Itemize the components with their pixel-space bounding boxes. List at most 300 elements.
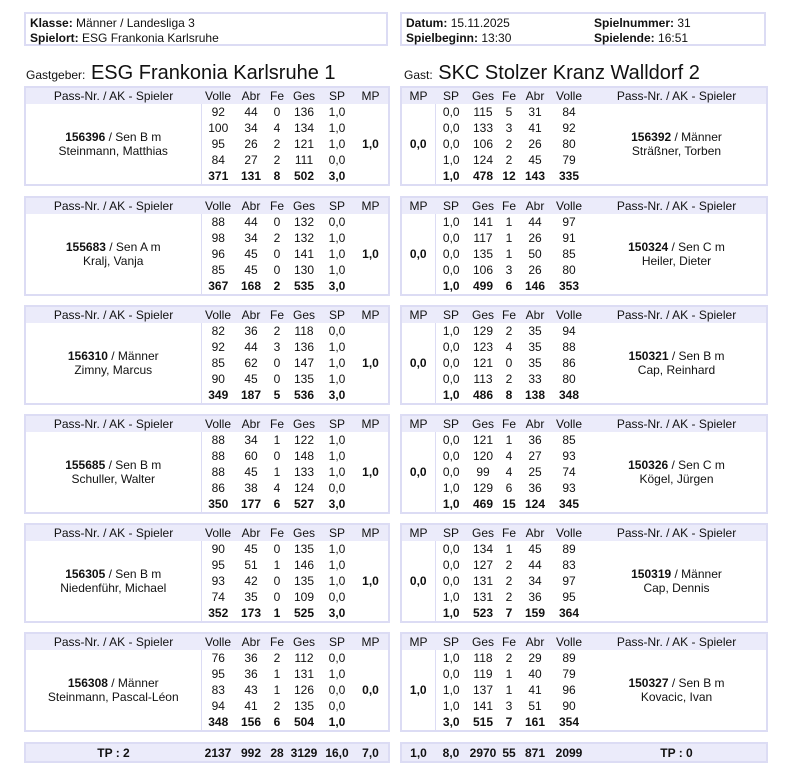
header-sp: SP bbox=[435, 306, 467, 323]
header-ges: Ges bbox=[287, 197, 321, 214]
fe: 1 bbox=[273, 667, 281, 681]
volle: 74 bbox=[562, 465, 576, 479]
header-volle: Volle bbox=[551, 524, 587, 541]
match-points: 0,0 bbox=[409, 465, 427, 479]
fe: 3 bbox=[505, 699, 513, 713]
lane-row bbox=[401, 323, 767, 339]
fe: 1 bbox=[505, 247, 513, 261]
header-player: Pass-Nr. / AK - Spieler bbox=[25, 87, 201, 104]
spielbeginn-value: 13:30 bbox=[481, 31, 512, 45]
abr: 50 bbox=[528, 247, 542, 261]
sp: 0,0 bbox=[328, 651, 346, 665]
fe: 2 bbox=[273, 651, 281, 665]
klasse-value: Männer / Landesliga 3 bbox=[76, 16, 195, 30]
abr: 138 bbox=[524, 388, 546, 402]
header-sp: SP bbox=[321, 524, 353, 541]
volle: 80 bbox=[562, 263, 576, 277]
abr: 26 bbox=[528, 137, 542, 151]
abr: 27 bbox=[528, 449, 542, 463]
lane-row bbox=[25, 214, 389, 230]
volle: 82 bbox=[201, 323, 235, 339]
abr: 44 bbox=[244, 215, 258, 229]
ges: 106 bbox=[472, 263, 494, 277]
volle: 94 bbox=[562, 324, 576, 338]
volle: 92 bbox=[562, 121, 576, 135]
fe: 2 bbox=[505, 153, 513, 167]
header-fe: Fe bbox=[499, 197, 519, 214]
match-points: 1,0 bbox=[362, 356, 379, 370]
fe: 0 bbox=[273, 542, 281, 556]
player-name: Cap, Dennis bbox=[643, 581, 710, 595]
abr: 36 bbox=[528, 433, 542, 447]
volle: 92 bbox=[201, 339, 235, 355]
abr: 45 bbox=[244, 263, 258, 277]
player-name: Schuller, Walter bbox=[71, 472, 156, 486]
fe: 2 bbox=[505, 324, 513, 338]
header-fe: Fe bbox=[267, 87, 287, 104]
fe: 0 bbox=[273, 574, 281, 588]
sp: 1,0 bbox=[328, 231, 346, 245]
ges: 137 bbox=[472, 683, 494, 697]
abr: 26 bbox=[244, 137, 258, 151]
abr: 36 bbox=[244, 651, 258, 665]
ges: 535 bbox=[293, 279, 315, 293]
abr: 42 bbox=[244, 574, 258, 588]
abr: 51 bbox=[528, 699, 542, 713]
pass-number: 150327 bbox=[628, 676, 669, 690]
sp: 1,0 bbox=[435, 387, 467, 404]
sp: 0,0 bbox=[435, 666, 467, 682]
volle: 91 bbox=[562, 231, 576, 245]
volle: 90 bbox=[562, 699, 576, 713]
abr: 124 bbox=[524, 497, 546, 511]
fe: 3 bbox=[505, 263, 513, 277]
volle: 95 bbox=[201, 666, 235, 682]
header-volle: Volle bbox=[201, 306, 235, 323]
volle: 367 bbox=[201, 278, 235, 295]
guest-player-table bbox=[400, 305, 768, 405]
pass-number: 156392 bbox=[631, 130, 672, 144]
abr: 45 bbox=[244, 465, 258, 479]
volle: 353 bbox=[558, 279, 580, 293]
abr: 26 bbox=[528, 263, 542, 277]
guest-player-table bbox=[400, 414, 768, 514]
ges: 527 bbox=[293, 497, 315, 511]
volle: 84 bbox=[562, 105, 576, 119]
abr: 31 bbox=[528, 105, 542, 119]
volle: 100 bbox=[201, 120, 235, 136]
match-points: 1,0 bbox=[409, 683, 427, 697]
ges: 121 bbox=[293, 137, 315, 151]
fe: 4 bbox=[273, 481, 281, 495]
volle: 98 bbox=[201, 230, 235, 246]
fe: 15 bbox=[502, 497, 516, 511]
guest-player-table bbox=[400, 632, 768, 732]
fe: 2 bbox=[273, 153, 281, 167]
abr: 44 bbox=[244, 105, 258, 119]
ges: 106 bbox=[472, 137, 494, 151]
sp: 1,0 bbox=[328, 247, 346, 261]
volle: 95 bbox=[201, 557, 235, 573]
abr: 38 bbox=[244, 481, 258, 495]
ges: 141 bbox=[472, 215, 494, 229]
header-ges: Ges bbox=[287, 306, 321, 323]
header-player: Pass-Nr. / AK - Spieler bbox=[587, 415, 767, 432]
fe: 1 bbox=[273, 683, 281, 697]
fe: 0 bbox=[273, 263, 281, 277]
volle: 79 bbox=[562, 153, 576, 167]
sp: 1,0 bbox=[328, 372, 346, 386]
fe: 4 bbox=[273, 121, 281, 135]
fe: 7 bbox=[505, 606, 513, 620]
header-ges: Ges bbox=[467, 306, 499, 323]
match-class-box bbox=[24, 12, 388, 46]
guest-player-table bbox=[400, 523, 768, 623]
sp: 1,0 bbox=[328, 574, 346, 588]
spielort-value: ESG Frankonia Karlsruhe bbox=[82, 31, 219, 45]
volle: 74 bbox=[201, 589, 235, 605]
lane-row bbox=[25, 541, 389, 557]
header-volle: Volle bbox=[201, 197, 235, 214]
sp: 0,0 bbox=[328, 324, 346, 338]
ges: 130 bbox=[293, 263, 315, 277]
lane-row bbox=[25, 432, 389, 448]
header-abr: Abr bbox=[235, 524, 267, 541]
header-volle: Volle bbox=[201, 415, 235, 432]
abr: 33 bbox=[528, 372, 542, 386]
sp: 1,0 bbox=[328, 667, 346, 681]
header-fe: Fe bbox=[499, 415, 519, 432]
match-points: 0,0 bbox=[409, 356, 427, 370]
volle: 335 bbox=[558, 169, 580, 183]
ges: 486 bbox=[472, 388, 494, 402]
sp: 0,0 bbox=[435, 355, 467, 371]
sp: 1,0 bbox=[435, 168, 467, 185]
abr: 187 bbox=[240, 388, 262, 402]
header-ges: Ges bbox=[467, 197, 499, 214]
abr: 34 bbox=[244, 433, 258, 447]
fe: 5 bbox=[273, 388, 281, 402]
lane-row bbox=[401, 104, 767, 120]
ges: 129 bbox=[472, 324, 494, 338]
age-class: / Männer bbox=[671, 130, 722, 144]
volle: 95 bbox=[562, 590, 576, 604]
abr: 29 bbox=[528, 651, 542, 665]
header-sp: SP bbox=[321, 306, 353, 323]
fe: 2 bbox=[505, 651, 513, 665]
sp: 1,0 bbox=[435, 323, 467, 339]
fe: 2 bbox=[273, 231, 281, 245]
fe: 1 bbox=[505, 231, 513, 245]
fe: 2 bbox=[273, 699, 281, 713]
player-name: Kralj, Vanja bbox=[83, 254, 144, 268]
fe: 6 bbox=[505, 279, 513, 293]
header-ges: Ges bbox=[287, 524, 321, 541]
ges: 499 bbox=[472, 279, 494, 293]
header-abr: Abr bbox=[519, 197, 551, 214]
volle: 371 bbox=[201, 168, 235, 185]
lane-row bbox=[401, 432, 767, 448]
home-player-table bbox=[24, 305, 390, 405]
ges: 124 bbox=[472, 153, 494, 167]
abr: 27 bbox=[244, 153, 258, 167]
header-abr: Abr bbox=[519, 415, 551, 432]
home-team-name: ESG Frankonia Karlsruhe 1 bbox=[90, 62, 336, 84]
header-volle: Volle bbox=[551, 415, 587, 432]
fe: 5 bbox=[505, 105, 513, 119]
abr: 41 bbox=[528, 683, 542, 697]
home-total-mp: 7,0 bbox=[362, 745, 379, 760]
player-name: Cap, Reinhard bbox=[637, 363, 716, 377]
age-class: / Sen C m bbox=[668, 458, 725, 472]
lane-row bbox=[401, 650, 767, 666]
ges: 133 bbox=[293, 465, 315, 479]
abr: 26 bbox=[528, 231, 542, 245]
fe: 0 bbox=[273, 215, 281, 229]
age-class: / Sen B m bbox=[105, 130, 162, 144]
sp: 1,0 bbox=[328, 121, 346, 135]
header-volle: Volle bbox=[551, 633, 587, 650]
volle: 89 bbox=[562, 651, 576, 665]
sp: 0,0 bbox=[435, 120, 467, 136]
ges: 523 bbox=[472, 606, 494, 620]
volle: 364 bbox=[558, 606, 580, 620]
header-player: Pass-Nr. / AK - Spieler bbox=[587, 633, 767, 650]
guest-total-sp: 8,0 bbox=[442, 745, 460, 760]
header-sp: SP bbox=[435, 197, 467, 214]
fe: 6 bbox=[273, 497, 281, 511]
sp: 0,0 bbox=[435, 464, 467, 480]
sp: 0,0 bbox=[435, 246, 467, 262]
abr: 44 bbox=[528, 558, 542, 572]
volle: 348 bbox=[201, 714, 235, 731]
sp: 0,0 bbox=[328, 683, 346, 697]
home-totals bbox=[24, 742, 390, 763]
volle: 76 bbox=[201, 650, 235, 666]
ges: 148 bbox=[293, 449, 315, 463]
sp: 0,0 bbox=[435, 573, 467, 589]
home-player-table bbox=[24, 196, 390, 296]
abr: 40 bbox=[528, 667, 542, 681]
header-volle: Volle bbox=[551, 197, 587, 214]
volle: 86 bbox=[201, 480, 235, 496]
abr: 173 bbox=[240, 606, 262, 620]
ges: 515 bbox=[472, 715, 494, 729]
header-abr: Abr bbox=[519, 524, 551, 541]
header-fe: Fe bbox=[267, 415, 287, 432]
lane-row bbox=[401, 541, 767, 557]
volle: 345 bbox=[558, 497, 580, 511]
volle: 80 bbox=[562, 137, 576, 151]
sp: 1,0 bbox=[435, 682, 467, 698]
ges: 121 bbox=[472, 433, 494, 447]
sp: 1,0 bbox=[435, 152, 467, 168]
fe: 7 bbox=[505, 715, 513, 729]
guest-totals bbox=[400, 742, 768, 763]
ges: 469 bbox=[472, 497, 494, 511]
abr: 156 bbox=[240, 715, 262, 729]
spielbeginn-label: Spielbeginn: bbox=[406, 31, 478, 45]
header-mp: MP bbox=[353, 197, 389, 214]
home-team-label: Gastgeber: bbox=[26, 68, 86, 82]
header-fe: Fe bbox=[267, 633, 287, 650]
header-fe: Fe bbox=[499, 87, 519, 104]
fe: 0 bbox=[273, 449, 281, 463]
header-sp: SP bbox=[435, 633, 467, 650]
volle: 86 bbox=[562, 356, 576, 370]
header-player: Pass-Nr. / AK - Spieler bbox=[25, 633, 201, 650]
fe: 1 bbox=[273, 558, 281, 572]
abr: 60 bbox=[244, 449, 258, 463]
header-fe: Fe bbox=[267, 197, 287, 214]
fe: 4 bbox=[505, 465, 513, 479]
sp: 0,0 bbox=[328, 481, 346, 495]
fe: 1 bbox=[505, 667, 513, 681]
ges: 99 bbox=[476, 465, 490, 479]
header-volle: Volle bbox=[551, 306, 587, 323]
pass-number: 156308 bbox=[67, 676, 108, 690]
fe: 4 bbox=[505, 340, 513, 354]
home-team-title bbox=[26, 62, 336, 85]
age-class: / Sen A m bbox=[105, 240, 161, 254]
fe: 3 bbox=[505, 121, 513, 135]
fe: 2 bbox=[505, 574, 513, 588]
volle: 88 bbox=[562, 340, 576, 354]
volle: 88 bbox=[201, 448, 235, 464]
home-player-cell bbox=[25, 214, 201, 295]
abr: 159 bbox=[524, 606, 546, 620]
fe: 0 bbox=[273, 105, 281, 119]
match-points: 0,0 bbox=[362, 683, 379, 697]
ges: 135 bbox=[293, 372, 315, 386]
header-abr: Abr bbox=[235, 633, 267, 650]
ges: 129 bbox=[472, 481, 494, 495]
sp: 1,0 bbox=[328, 105, 346, 119]
abr: 36 bbox=[244, 324, 258, 338]
spielort-label: Spielort: bbox=[30, 31, 79, 45]
volle: 89 bbox=[562, 542, 576, 556]
home-total-volle: 2137 bbox=[204, 745, 232, 760]
sp: 3,0 bbox=[328, 169, 346, 183]
ges: 109 bbox=[293, 590, 315, 604]
ges: 146 bbox=[293, 558, 315, 572]
abr: 44 bbox=[528, 215, 542, 229]
volle: 88 bbox=[201, 432, 235, 448]
volle: 83 bbox=[562, 558, 576, 572]
age-class: / Sen B m bbox=[105, 567, 162, 581]
abr: 41 bbox=[244, 699, 258, 713]
lane-row bbox=[25, 323, 389, 339]
volle: 94 bbox=[201, 698, 235, 714]
fe: 2 bbox=[505, 590, 513, 604]
abr: 143 bbox=[524, 169, 546, 183]
age-class: / Sen B m bbox=[105, 458, 162, 472]
fe: 1 bbox=[505, 683, 513, 697]
volle: 93 bbox=[562, 481, 576, 495]
guest-team-title bbox=[404, 62, 700, 85]
sp: 0,0 bbox=[435, 104, 467, 120]
guest-total-abr: 871 bbox=[524, 745, 546, 760]
fe: 12 bbox=[502, 169, 516, 183]
header-mp: MP bbox=[401, 197, 435, 214]
volle: 349 bbox=[201, 387, 235, 404]
fe: 2 bbox=[505, 558, 513, 572]
guest-player-cell bbox=[587, 432, 767, 513]
fe: 1 bbox=[273, 465, 281, 479]
ges: 119 bbox=[473, 667, 493, 681]
volle: 350 bbox=[201, 496, 235, 513]
header-fe: Fe bbox=[499, 524, 519, 541]
header-player: Pass-Nr. / AK - Spieler bbox=[25, 197, 201, 214]
sp: 0,0 bbox=[328, 699, 346, 713]
abr: 34 bbox=[244, 231, 258, 245]
home-player-cell bbox=[25, 323, 201, 404]
datum-label: Datum: bbox=[406, 16, 448, 30]
volle: 88 bbox=[201, 214, 235, 230]
guest-player-cell bbox=[587, 541, 767, 622]
sp: 1,0 bbox=[328, 340, 346, 354]
player-name: Steinmann, Matthias bbox=[58, 144, 168, 158]
ges: 504 bbox=[293, 715, 315, 729]
fe: 1 bbox=[273, 433, 281, 447]
sp: 1,0 bbox=[435, 589, 467, 605]
pass-number: 156396 bbox=[65, 130, 106, 144]
header-ges: Ges bbox=[467, 633, 499, 650]
sp: 1,0 bbox=[435, 214, 467, 230]
fe: 1 bbox=[505, 433, 513, 447]
ges: 536 bbox=[293, 388, 315, 402]
home-tp: TP : 2 bbox=[97, 745, 130, 760]
header-player: Pass-Nr. / AK - Spieler bbox=[25, 306, 201, 323]
sp: 1,0 bbox=[328, 449, 346, 463]
age-class: / Männer bbox=[107, 349, 159, 363]
guest-player-cell bbox=[587, 650, 767, 731]
pass-number: 156305 bbox=[65, 567, 106, 581]
sp: 0,0 bbox=[435, 262, 467, 278]
header-player: Pass-Nr. / AK - Spieler bbox=[587, 197, 767, 214]
header-abr: Abr bbox=[519, 633, 551, 650]
home-player-table bbox=[24, 523, 390, 623]
header-sp: SP bbox=[435, 524, 467, 541]
guest-player-table bbox=[400, 86, 768, 186]
pass-number: 150321 bbox=[628, 349, 669, 363]
fe: 0 bbox=[273, 247, 281, 261]
header-ges: Ges bbox=[467, 524, 499, 541]
pass-number: 156310 bbox=[67, 349, 108, 363]
volle: 348 bbox=[558, 388, 580, 402]
guest-player-cell bbox=[587, 214, 767, 295]
home-total-ges: 3129 bbox=[290, 745, 318, 760]
header-abr: Abr bbox=[235, 306, 267, 323]
ges: 136 bbox=[293, 105, 315, 119]
sp: 1,0 bbox=[435, 698, 467, 714]
lane-row bbox=[25, 104, 389, 120]
sp: 1,0 bbox=[328, 715, 346, 729]
header-mp: MP bbox=[401, 306, 435, 323]
sp: 0,0 bbox=[328, 590, 346, 604]
pass-number: 150319 bbox=[631, 567, 672, 581]
volle: 93 bbox=[201, 573, 235, 589]
ges: 133 bbox=[472, 121, 494, 135]
abr: 45 bbox=[528, 153, 542, 167]
guest-player-table bbox=[400, 196, 768, 296]
fe: 1 bbox=[505, 542, 513, 556]
sp: 1,0 bbox=[435, 480, 467, 496]
ges: 135 bbox=[293, 542, 315, 556]
ges: 111 bbox=[294, 153, 314, 167]
header-player: Pass-Nr. / AK - Spieler bbox=[587, 87, 767, 104]
header-abr: Abr bbox=[519, 87, 551, 104]
